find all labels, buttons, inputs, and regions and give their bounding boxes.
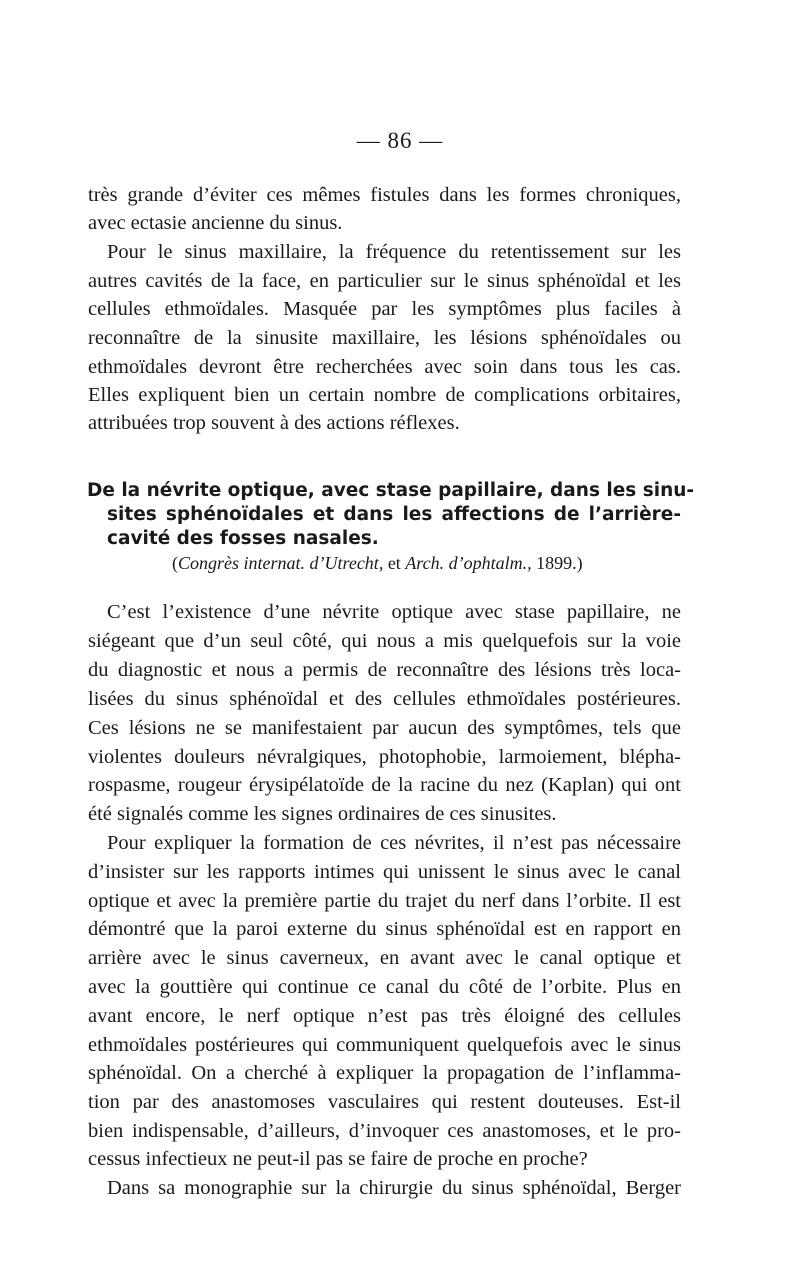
citation-separator: et: [383, 553, 406, 573]
text-line: arrière avec le sinus caverneux, en avant avec le canal optique et: [88, 947, 681, 969]
text-line: démontré que la paroi externe du sinus sphénoïdal est en rapport en: [88, 918, 681, 940]
text-line: optique et avec la première partie du trajet du nerf dans l’orbite. Il est: [88, 890, 681, 912]
text-line: siégeant que d’un seul côté, qui nous a mis quelquefois sur la voie: [88, 630, 681, 652]
text-line: autres cavités de la face, en particulier sur le sinus sphénoïdal et les: [88, 270, 681, 292]
citation-open: (: [172, 553, 178, 573]
text-line: du diagnostic et nous a permis de reconnaître des lésions très loca-: [88, 659, 681, 681]
page-number: — 86 —: [356, 128, 444, 153]
text-line: Pour le sinus maxillaire, la fréquence du retentissement sur les: [107, 241, 681, 263]
section-heading-line: De la névrite optique, avec stase papillaire, dans les sinu-: [87, 480, 695, 501]
citation-year: 1899.): [531, 553, 583, 573]
text-line: Pour expliquer la formation de ces névrites, il n’est pas nécessaire: [107, 832, 681, 854]
text-line: bien indispensable, d’ailleurs, d’invoquer ces anastomoses, et le pro-: [88, 1120, 681, 1142]
text-line: C’est l’existence d’une névrite optique avec stase papillaire, ne: [107, 601, 681, 623]
text-line: Dans sa monographie sur la chirurgie du sinus sphénoïdal, Berger: [107, 1177, 681, 1199]
text-line: été signalés comme les signes ordinaires de ces sinusites.: [88, 803, 557, 825]
text-line: ethmoïdales postérieures qui communiquent quelquefois avec le sinus: [88, 1034, 681, 1056]
section-heading-line: cavité des fosses nasales.: [107, 528, 379, 549]
text-line: reconnaître de la sinusite maxillaire, les lésions sphénoïdales ou: [88, 327, 681, 349]
text-line: avant encore, le nerf optique n’est pas très éloigné des cellules: [88, 1005, 681, 1027]
text-line: avec ectasie ancienne du sinus.: [88, 212, 343, 234]
citation-source-journal: Arch. d’ophtalm.,: [405, 553, 532, 573]
text-line: ethmoïdales devront être recherchées avec soin dans tous les cas.: [88, 356, 681, 378]
text-line: Elles expliquent bien un certain nombre de complications orbitaires,: [88, 384, 681, 406]
text-line: attribuées trop souvent à des actions réflexes.: [88, 412, 460, 434]
text-line: sphénoïdal. On a cherché à expliquer la propagation de l’inflamma-: [88, 1062, 681, 1084]
section-heading-line: sites sphénoïdales et dans les affections de l’arrière-: [107, 504, 681, 525]
text-line: très grande d’éviter ces mêmes fistules dans les formes chroniques,: [88, 184, 681, 206]
text-line: avec la gouttière qui continue ce canal du côté de l’orbite. Plus en: [88, 976, 681, 998]
text-line: d’insister sur les rapports intimes qui unissent le sinus avec le canal: [88, 861, 681, 883]
text-line: rospasme, rougeur érysipélatoïde de la racine du nez (Kaplan) qui ont: [88, 774, 681, 796]
text-line: cessus infectieux ne peut-il pas se faire de proche en proche?: [88, 1148, 588, 1170]
text-line: violentes douleurs névralgiques, photophobie, larmoiement, blépha-: [88, 746, 681, 768]
text-line: Ces lésions ne se manifestaient par aucun des symptômes, tels que: [88, 717, 681, 739]
text-line: lisées du sinus sphénoïdal et des cellules ethmoïdales postérieures.: [88, 688, 681, 710]
citation: [172, 550, 583, 576]
text-line: tion par des anastomoses vasculaires qui restent douteuses. Est-il: [88, 1091, 681, 1113]
text-line: cellules ethmoïdales. Masquée par les symptômes plus faciles à: [88, 298, 681, 320]
citation-source-congress: Congrès internat. d’Utrecht,: [178, 553, 384, 573]
